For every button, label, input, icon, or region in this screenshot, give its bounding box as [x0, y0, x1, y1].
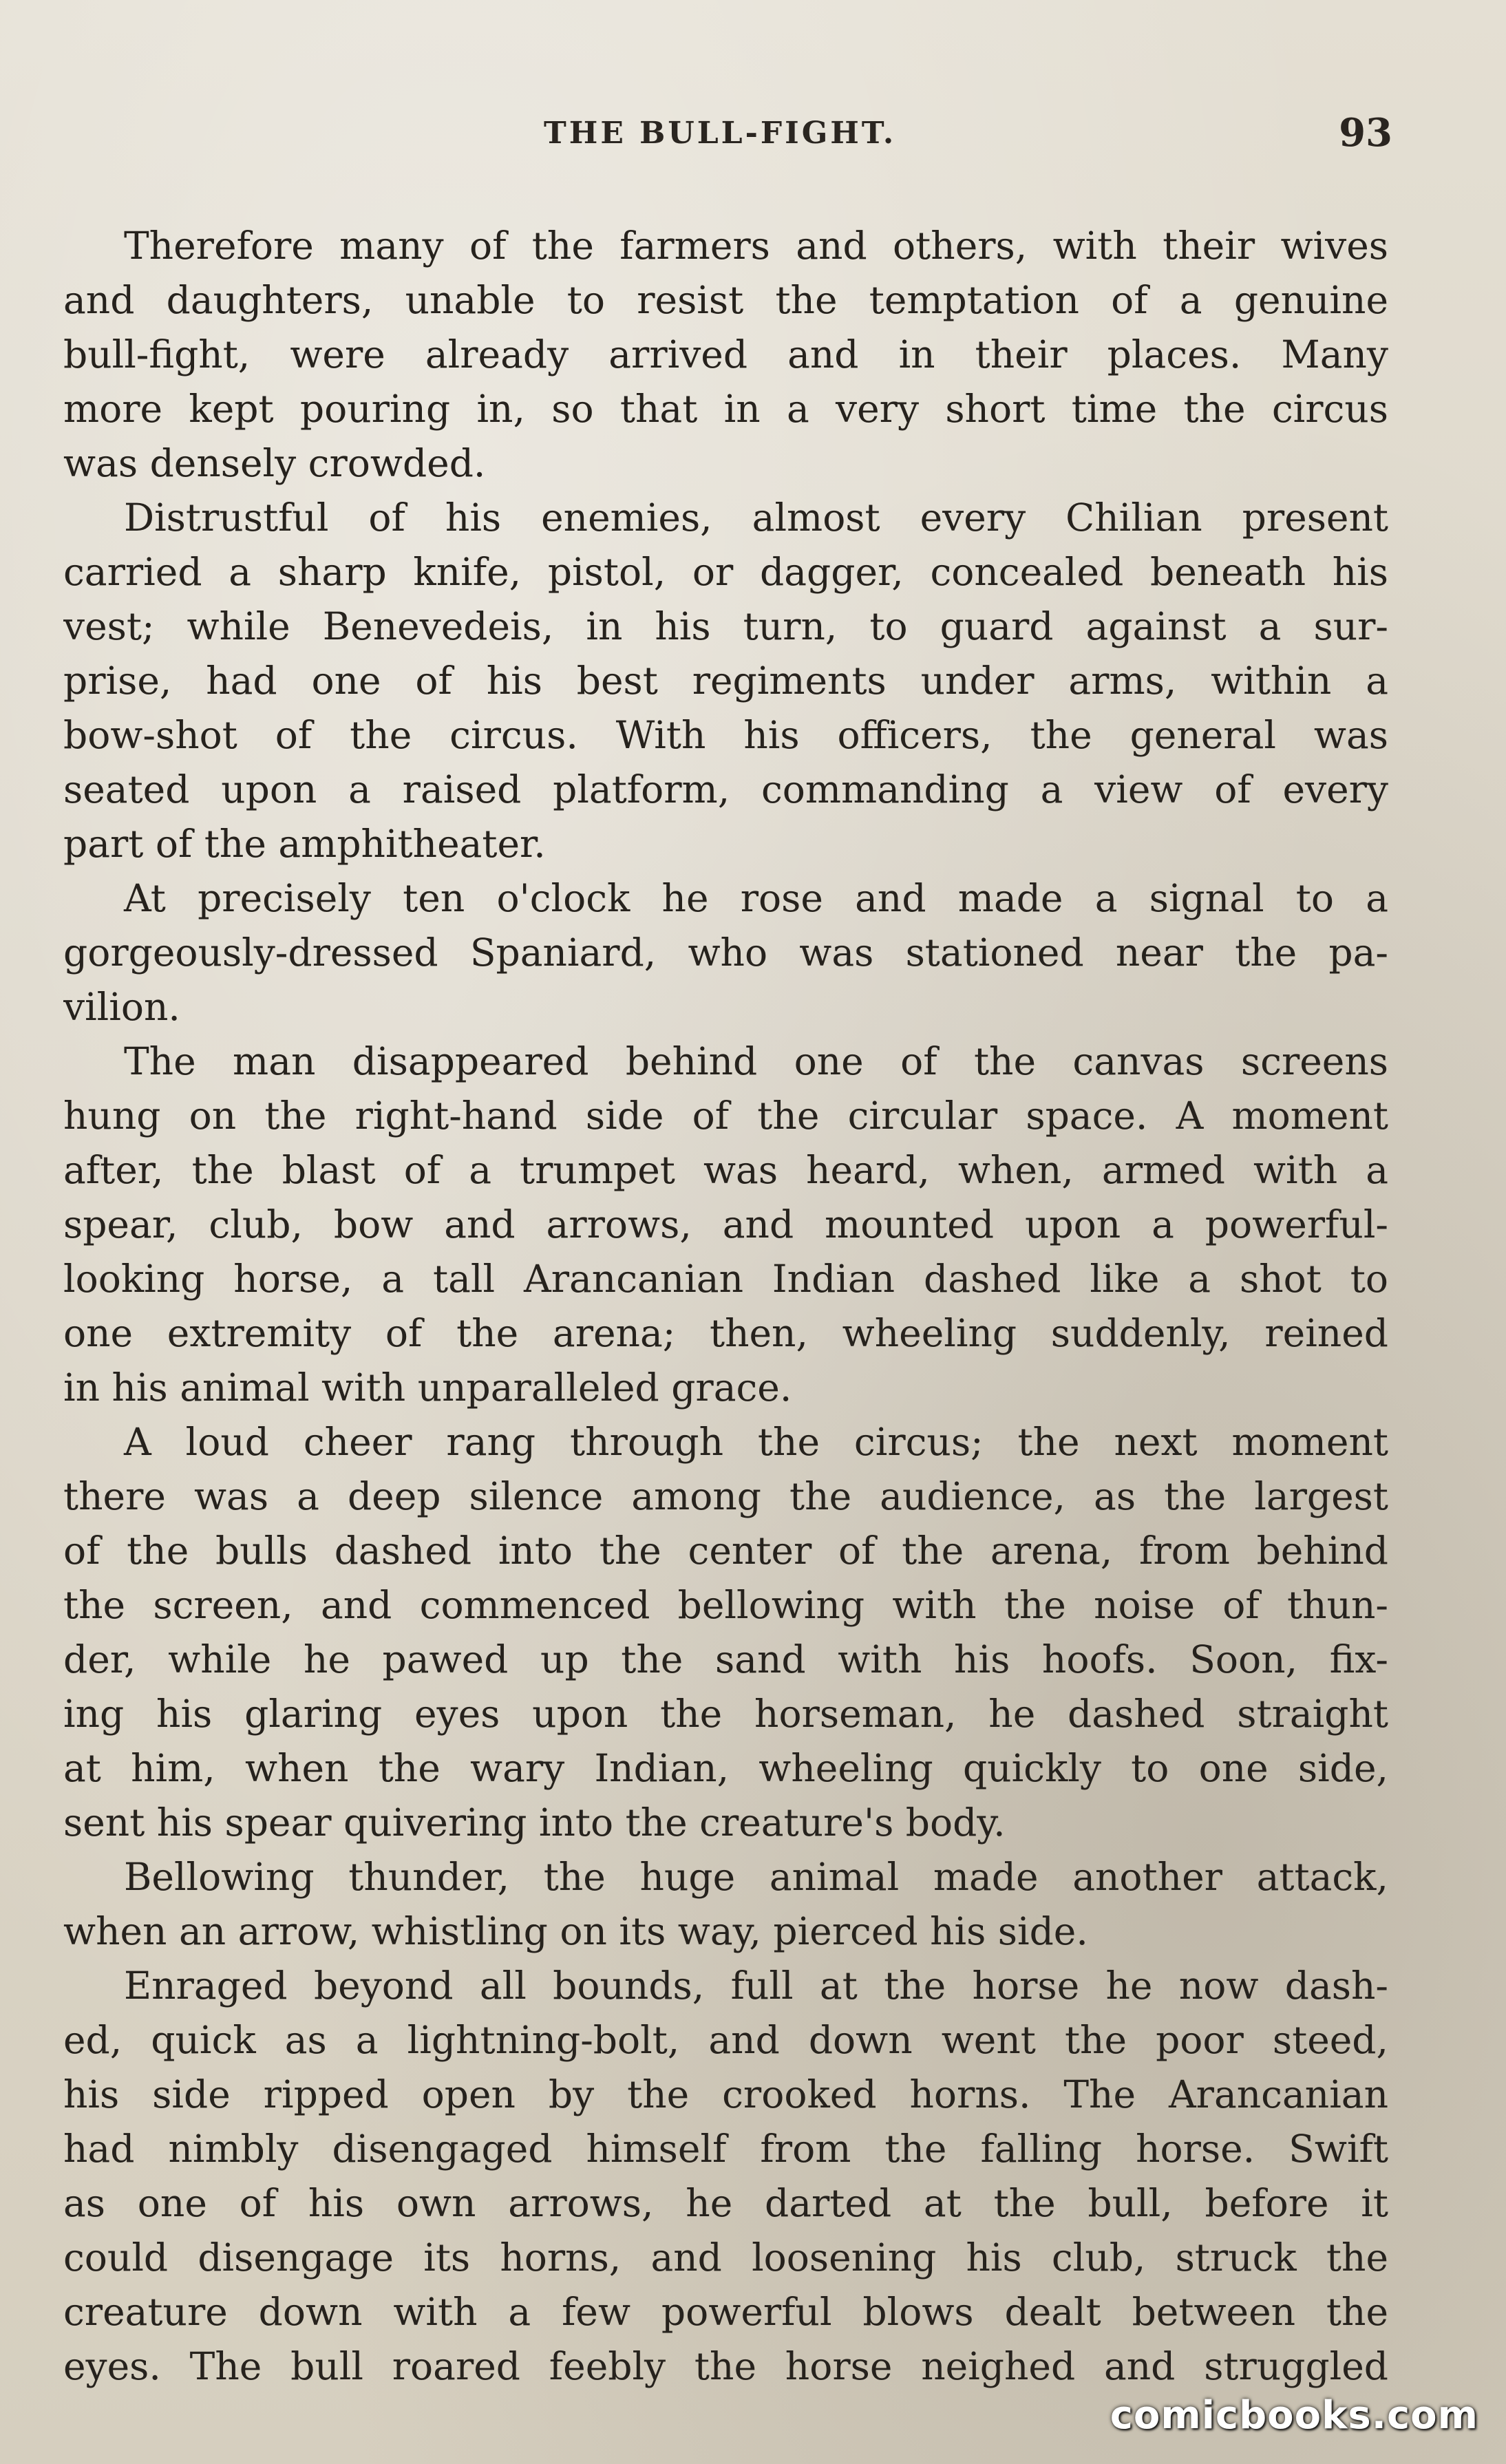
text-line: had nimbly disengaged himself from the falling horse. Swift: [63, 2127, 1388, 2171]
text-line: one extremity of the arena; then, wheeling suddenly, reined: [63, 1311, 1388, 1355]
text-line: spear, club, bow and arrows, and mounted upon a powerful-: [63, 1202, 1388, 1246]
text-line: his side ripped open by the crooked horns. The Arancanian: [63, 2072, 1388, 2116]
text-line: Enraged beyond all bounds, full at the horse he now dash-: [124, 1964, 1388, 2008]
text-line: ing his glaring eyes upon the horseman, he dashed straight: [63, 1692, 1388, 1736]
text-line: The man disappeared behind one of the canvas screens: [124, 1039, 1388, 1083]
text-line: at him, when the wary Indian, wheeling quickly to one side,: [63, 1746, 1388, 1790]
text-line: the screen, and commenced bellowing with the noise of thun-: [63, 1583, 1388, 1627]
text-line: after, the blast of a trumpet was heard, when, armed with a: [63, 1148, 1388, 1192]
text-line: prise, had one of his best regiments under arms, within a: [63, 659, 1388, 703]
text-line: At precisely ten o'clock he rose and made a signal to a: [124, 876, 1388, 920]
text-line: Bellowing thunder, the huge animal made another attack,: [124, 1855, 1388, 1899]
page-number: 93: [1339, 110, 1392, 156]
text-line: more kept pouring in, so that in a very short time the circus: [63, 387, 1388, 431]
text-line: A loud cheer rang through the circus; the next moment: [124, 1420, 1388, 1464]
text-line: was densely crowded.: [63, 441, 486, 485]
text-line: der, while he pawed up the sand with his hoofs. Soon, fix-: [63, 1637, 1388, 1681]
text-line: Distrustful of his enemies, almost every Chilian present: [124, 496, 1388, 540]
running-head: THE BULL-FIGHT.: [544, 116, 897, 151]
text-line: as one of his own arrows, he darted at the bull, before it: [63, 2181, 1388, 2225]
text-line: Therefore many of the farmers and others, with their wives: [124, 224, 1388, 268]
text-line: looking horse, a tall Arancanian Indian dashed like a shot to: [63, 1257, 1388, 1301]
watermark: comicbooks.com: [1110, 2393, 1478, 2438]
text-line: seated upon a raised platform, commanding a view of every: [63, 767, 1388, 811]
text-line: carried a sharp knife, pistol, or dagger, concealed beneath his: [63, 550, 1388, 594]
text-line: there was a deep silence among the audience, as the largest: [63, 1474, 1388, 1518]
text-line: in his animal with unparalleled grace.: [63, 1366, 792, 1410]
text-line: eyes. The bull roared feebly the horse neighed and struggled: [63, 2344, 1388, 2388]
text-line: gorgeously-dressed Spaniard, who was stationed near the pa-: [63, 931, 1388, 975]
text-line: vilion.: [63, 985, 180, 1029]
text-line: when an arrow, whistling on its way, pierced his side.: [63, 1909, 1088, 1953]
text-line: and daughters, unable to resist the temptation of a genuine: [63, 278, 1388, 322]
body-text: [63, 219, 1388, 2394]
text-line: could disengage its horns, and loosening his club, struck the: [63, 2235, 1388, 2280]
text-line: bow-shot of the circus. With his officers, the general was: [63, 713, 1388, 757]
text-line: part of the amphitheater.: [63, 822, 546, 866]
text-line: of the bulls dashed into the center of the arena, from behind: [63, 1529, 1388, 1573]
text-line: sent his spear quivering into the creature's body.: [63, 1801, 1006, 1845]
text-line: hung on the right-hand side of the circular space. A moment: [63, 1094, 1388, 1138]
text-line: vest; while Benevedeis, in his turn, to guard against a sur-: [63, 604, 1388, 648]
text-line: ed, quick as a lightning-bolt, and down went the poor steed,: [63, 2018, 1388, 2062]
text-line: bull-fight, were already arrived and in their places. Many: [63, 332, 1388, 376]
text-line: creature down with a few powerful blows dealt between the: [63, 2290, 1388, 2334]
